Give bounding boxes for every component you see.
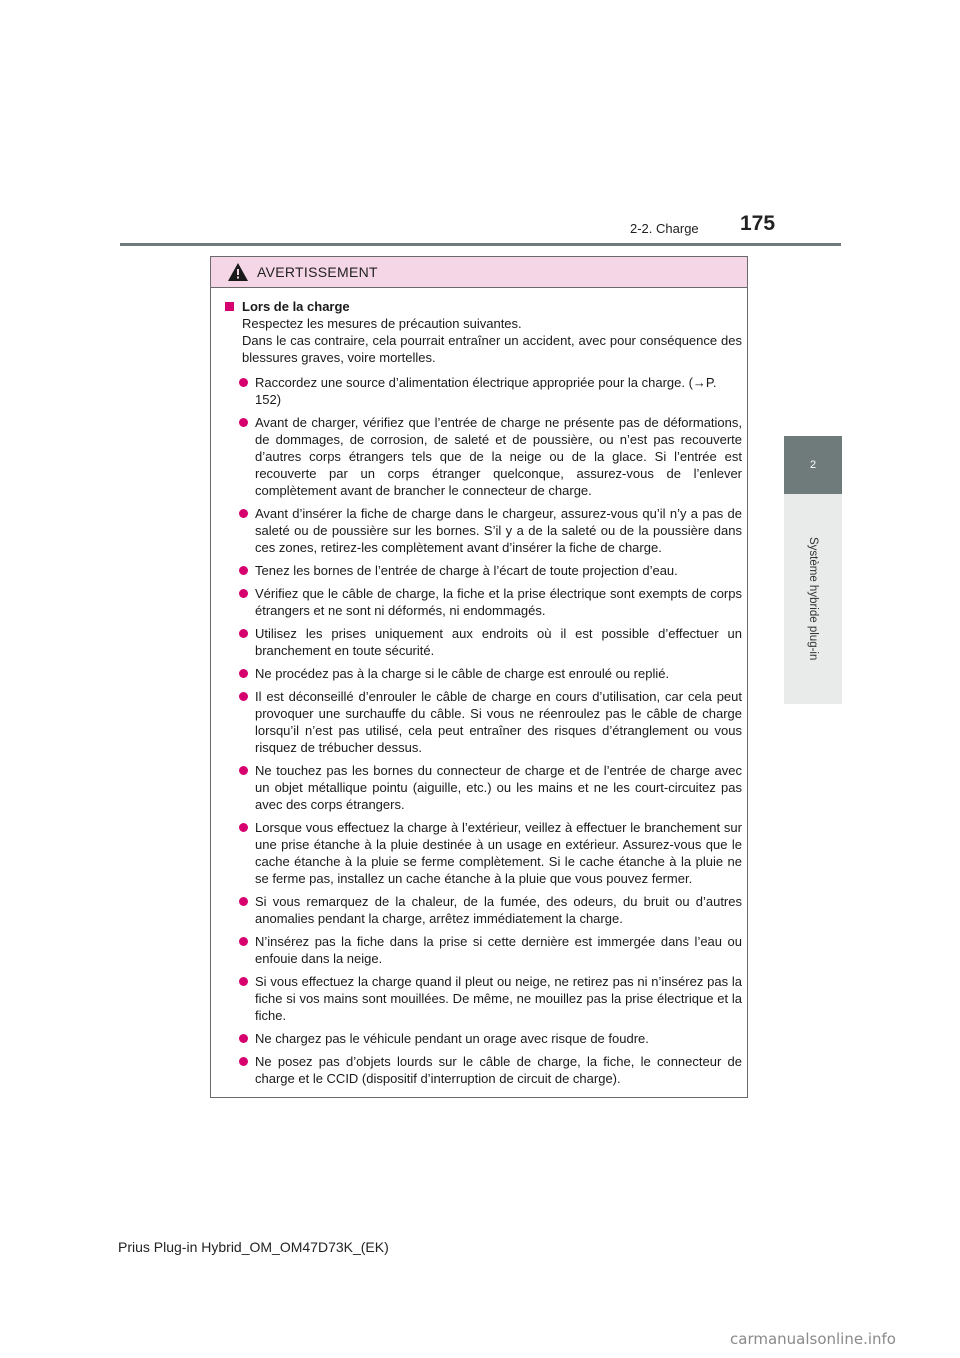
list-item (239, 625, 742, 659)
list-item (239, 374, 742, 408)
section-header: 2-2. Charge (630, 221, 699, 236)
item-text: Ne chargez pas le véhicule pendant un orage avec risque de foudre. (255, 1031, 649, 1046)
warning-list (225, 374, 742, 1087)
list-item (239, 973, 742, 1024)
list-item (239, 665, 742, 682)
item-text: Vérifiez que le câble de charge, la fiche et la prise électrique sont exempts de corps étrangers et ne sont ni déformés, ni endommagés. (255, 586, 742, 618)
item-text: Tenez les bornes de l’entrée de charge à l’écart de toute projection d’eau. (255, 563, 678, 578)
manual-id-footer: Prius Plug-in Hybrid_OM_OM47D73K_(EK) (118, 1239, 389, 1255)
bullet-dot-icon (239, 692, 248, 701)
chapter-number: 2 (809, 459, 817, 471)
bullet-dot-icon (239, 937, 248, 946)
item-text: Si vous effectuez la charge quand il pleut ou neige, ne retirez pas ni n’insérez pas la fiche si vos mains sont mouillées. De même, ne mouillez pas la prise électrique et la fiche. (255, 974, 742, 1023)
bullet-dot-icon (239, 566, 248, 575)
warning-triangle-icon (227, 262, 249, 282)
chapter-label-text: Système hybride plug-in (807, 537, 819, 661)
item-text: Il est déconseillé d’enrouler le câble de charge en cours d’utilisation, car cela peut provoquer une surchauffe du câble. Si vous ne réenroulez pas le câble de charge lorsqu’il n’est pas utilisé, cela peut entraîner des risques d’étranglement ou vous risquez de trébucher dessus. (255, 689, 742, 755)
square-bullet-icon (225, 302, 234, 311)
list-item (239, 414, 742, 499)
header-rule (120, 243, 841, 246)
item-text: Ne procédez pas à la charge si le câble de charge est enroulé ou replié. (255, 666, 670, 681)
item-text: Utilisez les prises uniquement aux endroits où il est possible d’effectuer un branchement en toute sécurité. (255, 626, 742, 658)
bullet-dot-icon (239, 1034, 248, 1043)
bullet-dot-icon (239, 629, 248, 638)
item-text: N’insérez pas la fiche dans la prise si cette dernière est immergée dans l’eau ou enfouie dans la neige. (255, 934, 742, 966)
section-title: Lors de la charge (242, 299, 350, 314)
page-number: 175 (740, 212, 776, 235)
list-item (239, 762, 742, 813)
bullet-dot-icon (239, 897, 248, 906)
warning-title: AVERTISSEMENT (257, 264, 378, 280)
bullet-dot-icon (239, 669, 248, 678)
list-item (239, 933, 742, 967)
list-item (239, 688, 742, 756)
item-text: Avant de charger, vérifiez que l’entrée de charge ne présente pas de déformations, de dommages, de corrosion, de saleté et de poussière, ou n’est pas recouverte d’autres corps étrangers tels que de la neige ou de la glace. Si l’entrée est recouverte par un corps étranger quelconque, assurez-vous de l’enlever complètement avant de brancher le connecteur de charge. (255, 415, 742, 498)
intro-text (242, 298, 742, 366)
list-item (239, 1030, 742, 1047)
warning-box (210, 256, 748, 1098)
bullet-dot-icon (239, 378, 248, 387)
bullet-dot-icon (239, 589, 248, 598)
warning-header (211, 257, 747, 288)
bullet-dot-icon (239, 418, 248, 427)
warning-body (211, 288, 747, 1087)
item-text: Ne touchez pas les bornes du connecteur de charge et de l’entrée de charge avec un objet métallique pointu (aiguille, etc.) ou les mains et ne les court-circuitez pas avec des corps étrangers. (255, 763, 742, 812)
bullet-dot-icon (239, 509, 248, 518)
bullet-dot-icon (239, 823, 248, 832)
intro-block (225, 298, 742, 366)
list-item (239, 585, 742, 619)
watermark-link[interactable]: carmanualsonline.info (730, 1330, 896, 1348)
item-text: Lorsque vous effectuez la charge à l’extérieur, veillez à effectuer le branchement sur une prise étanche à la pluie destinée à un usage en extérieur. Assurez-vous que le cache étanche à la pluie se ferme complètement. Si le cache étanche à la pluie ne se ferme pas, installez un cache étanche à la pluie que vous pouvez fermer. (255, 820, 742, 886)
chapter-tab-label (784, 494, 842, 704)
list-item (239, 562, 742, 579)
bullet-dot-icon (239, 977, 248, 986)
item-text: Avant d’insérer la fiche de charge dans le chargeur, assurez-vous qu’il n’y a pas de saleté ou de poussière sur les bornes. S’il y a de la saleté ou de la poussière dans ces zones, retirez-les complètement avant d’insérer la fiche de charge. (255, 506, 742, 555)
item-text: Si vous remarquez de la chaleur, de la fumée, des odeurs, du bruit ou d’autres anomalies pendant la charge, arrêtez immédiatement la charge. (255, 894, 742, 926)
list-item (239, 893, 742, 927)
item-text: Ne posez pas d’objets lourds sur le câble de charge, la fiche, le connecteur de charge et le CCID (dispositif d’interruption de circuit de charge). (255, 1054, 742, 1086)
item-text: Raccordez une source d’alimentation électrique appropriée pour la charge. (→P. 152) (255, 375, 717, 407)
list-item (239, 505, 742, 556)
intro-line: Respectez les mesures de précaution suivantes. (242, 316, 522, 331)
intro-line: Dans le cas contraire, cela pourrait entraîner un accident, avec pour conséquence des blessures graves, voire mortelles. (242, 333, 742, 365)
chapter-tab-number (784, 436, 842, 494)
bullet-dot-icon (239, 1057, 248, 1066)
list-item (239, 1053, 742, 1087)
list-item (239, 819, 742, 887)
bullet-dot-icon (239, 766, 248, 775)
